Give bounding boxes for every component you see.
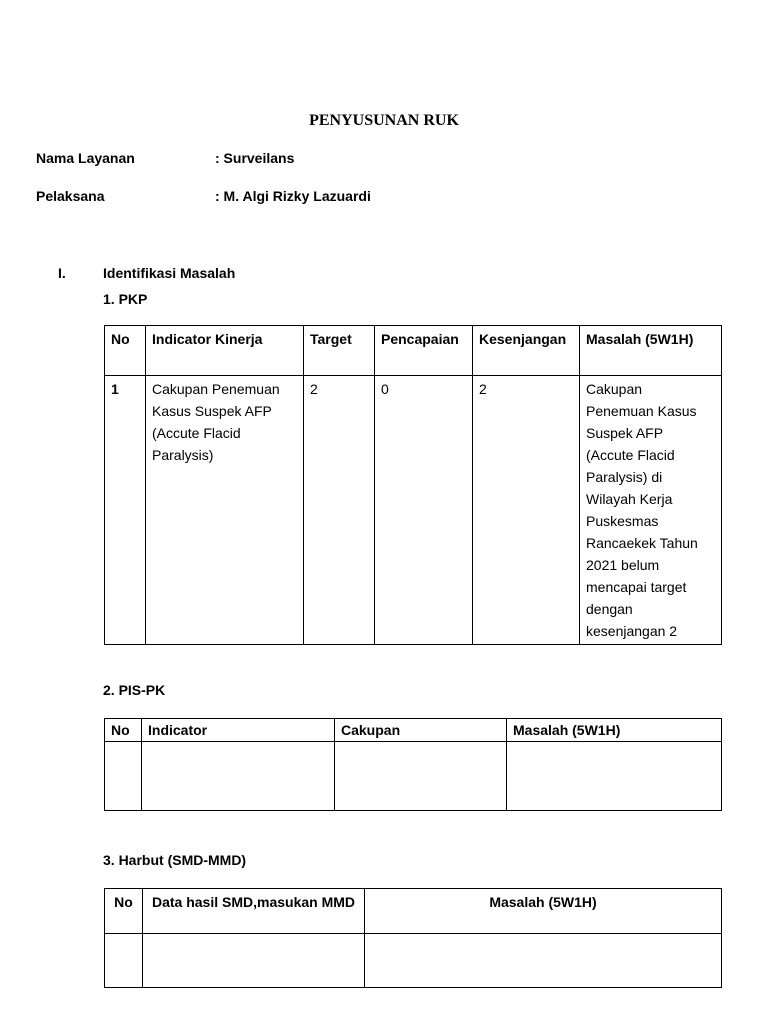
pkp-cell-target: 2 [304,376,375,645]
pispk-cell-no [105,742,142,811]
pispk-header-row [105,719,722,742]
pkp-header-pencapaian: Pencapaian [375,326,473,376]
pkp-header-target: Target [304,326,375,376]
pispk-cell-indicator [142,742,335,811]
pkp-header-indicator: Indicator Kinerja [146,326,304,376]
pkp-cell-masalah: Cakupan Penemuan Kasus Suspek AFP (Accute Flacid Paralysis) di Wilayah Kerja Puskesmas Rancaekek Tahun 2021 belum mencapai target dengan kesenjangan 2 [580,376,722,645]
pispk-header-indicator: Indicator [142,719,335,742]
table-row [105,376,722,645]
harbut-header-data: Data hasil SMD,masukan MMD [143,889,365,934]
pispk-heading: 2. PIS-PK [103,682,166,698]
pkp-header-row [105,326,722,376]
harbut-header-row [105,889,722,934]
harbut-cell-no [105,934,143,988]
meta-value-pelaksana: : M. Algi Rizky Lazuardi [215,188,371,204]
pispk-cell-masalah [507,742,722,811]
meta-label-nama-layanan: Nama Layanan [36,150,135,166]
pkp-header-kesenjangan: Kesenjangan [473,326,580,376]
pkp-cell-no: 1 [105,376,146,645]
document-title: PENYUSUNAN RUK [309,112,459,129]
pkp-cell-kesenjangan: 2 [473,376,580,645]
pispk-table [104,718,722,811]
pkp-header-masalah: Masalah (5W1H) [580,326,722,376]
pispk-header-cakupan: Cakupan [335,719,507,742]
pkp-cell-indicator: Cakupan Penemuan Kasus Suspek AFP (Accute Flacid Paralysis) [146,376,304,645]
pispk-cell-cakupan [335,742,507,811]
section-title: Identifikasi Masalah [103,265,236,281]
meta-label-pelaksana: Pelaksana [36,188,105,204]
pkp-heading: 1. PKP [103,291,148,307]
pispk-header-no: No [105,719,142,742]
pkp-cell-pencapaian: 0 [375,376,473,645]
pispk-header-masalah: Masalah (5W1H) [507,719,722,742]
meta-value-nama-layanan: : Surveilans [215,150,295,166]
table-row [105,742,722,811]
harbut-heading: 3. Harbut (SMD-MMD) [103,852,247,868]
harbut-cell-data [143,934,365,988]
table-row [105,934,722,988]
pkp-header-no: No [105,326,146,376]
harbut-header-masalah: Masalah (5W1H) [365,889,722,934]
harbut-header-no: No [105,889,143,934]
section-number: I. [58,265,66,281]
harbut-table [104,888,722,988]
pkp-table [104,325,722,645]
harbut-cell-masalah [365,934,722,988]
